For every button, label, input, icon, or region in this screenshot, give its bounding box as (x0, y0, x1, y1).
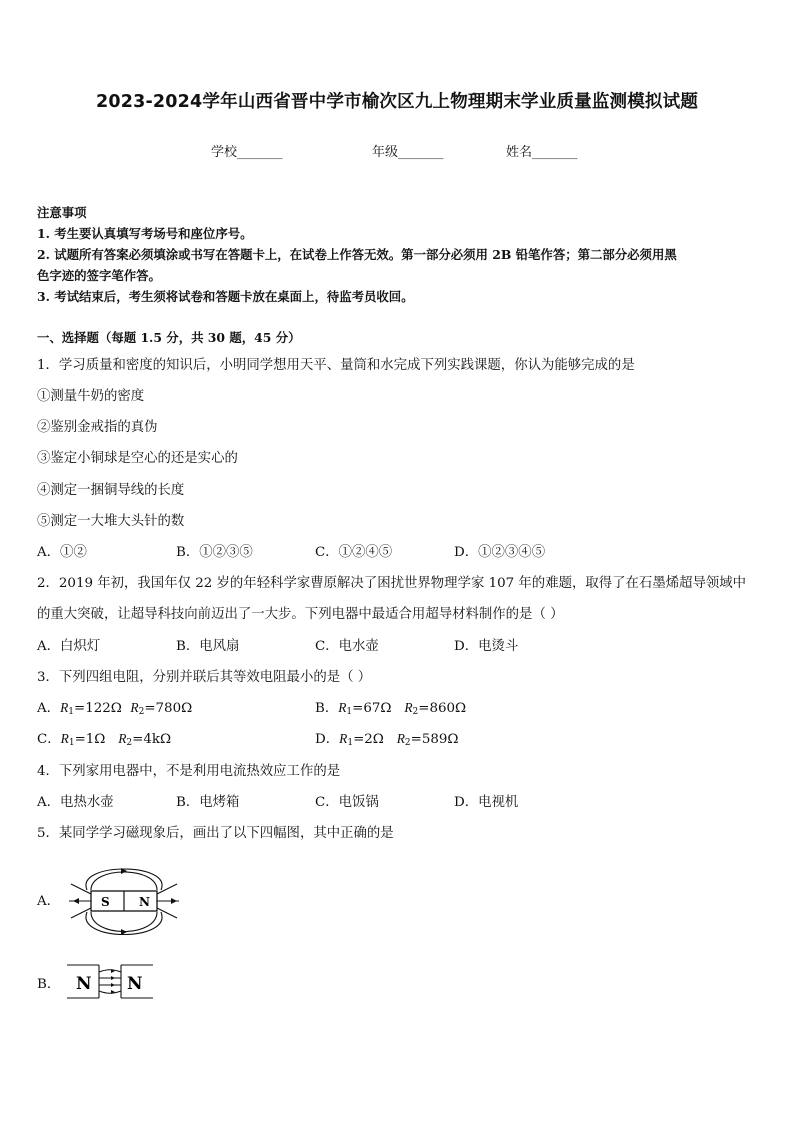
section-heading: 一、选择题（每题 1.5 分，共 30 题，45 分） (37, 330, 301, 345)
q3-option-a: A．$R_1=122\Omega$ $R_2=780\Omega$ (37, 700, 193, 717)
pole-label-left: N (76, 974, 92, 994)
q2-option-a: A．白炽灯 (37, 639, 101, 654)
q1-item-4: ④测定一捆铜导线的长度 (37, 483, 185, 498)
q3-option-b: B．$R_1=67\Omega$ $R_2=860\Omega$ (315, 700, 467, 717)
q1-option-c: C．①②④⑤ (315, 545, 393, 560)
pole-label-right: N (127, 974, 143, 994)
q4-option-c: C．电饭锅 (315, 795, 379, 810)
q1-item-5: ⑤测定一大堆大头针的数 (37, 514, 185, 529)
q4-option-b: B．电烤箱 (176, 795, 240, 810)
q3-option-c: C．$R_1=1\Omega$ $R_2=4k\Omega$ (37, 731, 172, 748)
note-3: 3. 考试结束后，考生须将试卷和答题卡放在桌面上，待监考员收回。 (37, 289, 414, 304)
q3-option-d: D．$R_1=2\Omega$ $R_2=589\Omega$ (315, 731, 459, 748)
note-1: 1. 考生要认真填写考场号和座位序号。 (37, 226, 253, 241)
q2-option-b: B．电风扇 (176, 639, 240, 654)
q1-item-1: ①测量牛奶的密度 (37, 389, 145, 404)
bar-magnet-field-figure-a (65, 862, 183, 942)
school-field: 学校_______ (211, 145, 283, 160)
q2-option-d: D．电烫斗 (454, 639, 519, 654)
q2-option-c: C．电水壶 (315, 639, 379, 654)
page-title: 2023-2024学年山西省晋中学市榆次区九上物理期末学业质量监测模拟试题 (95, 92, 699, 112)
magnet-poles-figure-b (65, 963, 155, 1001)
q1-item-3: ③鉴定小铜球是空心的还是实心的 (37, 451, 238, 466)
q5-option-a-label: A． (37, 894, 61, 909)
q1-option-a: A．①② (37, 545, 87, 560)
q3-stem: 3．下列四组电阻，分别并联后其等效电阻最小的是（ ） (37, 670, 372, 685)
grade-field: 年级_______ (372, 145, 444, 160)
note-2: 2. 试题所有答案必须填涂或书写在答题卡上，在试卷上作答无效。第一部分必须用 2B 铅笔作答；第二部分必须用黑 (37, 247, 677, 262)
q1-item-2: ②鉴别金戒指的真伪 (37, 420, 158, 435)
notes-heading: 注意事项 (37, 205, 87, 220)
q4-stem: 4．下列家用电器中，不是利用电流热效应工作的是 (37, 764, 341, 779)
q5-stem: 5．某同学学习磁现象后，画出了以下四幅图，其中正确的是 (37, 826, 394, 841)
q2-stem-2: 的重大突破，让超导科技向前迈出了一大步。下列电器中最适合用超导材料制作的是（ ） (37, 607, 564, 622)
q1-option-d: D．①②③④⑤ (454, 545, 546, 560)
q2-stem-1: 2．2019 年初，我国年仅 22 岁的年轻科学家曹原解决了困扰世界物理学家 107 年的难题，取得了在石墨烯超导领域中 (37, 576, 747, 591)
q5-option-b-label: B． (37, 977, 61, 992)
q1-option-b: B．①②③⑤ (176, 545, 253, 560)
q1-stem: 1．学习质量和密度的知识后，小明同学想用天平、量筒和水完成下列实践课题，你认为能够完成的是 (37, 358, 635, 373)
pole-label-left: S (101, 895, 110, 909)
q4-option-a: A．电热水壶 (37, 795, 114, 810)
name-field: 姓名_______ (506, 145, 578, 160)
pole-label-right: N (139, 895, 150, 909)
q4-option-d: D．电视机 (454, 795, 519, 810)
note-2-cont: 色字迹的签字笔作答。 (37, 268, 161, 283)
